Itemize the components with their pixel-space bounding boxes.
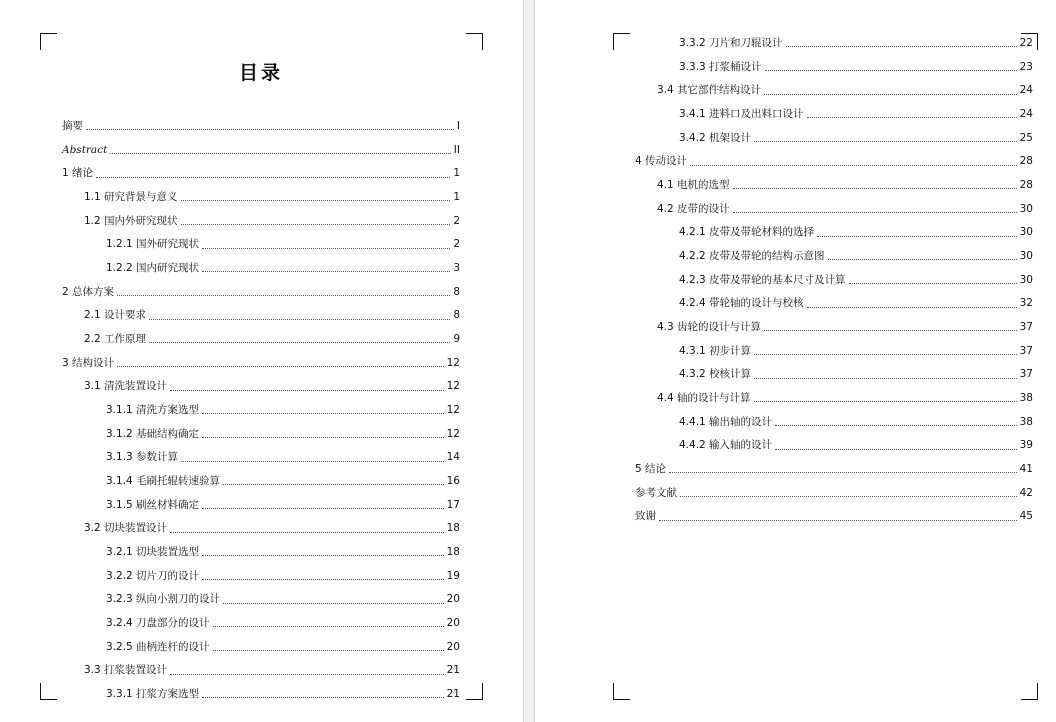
toc-entry-page-number: 16 — [446, 475, 460, 488]
toc-entry[interactable] — [62, 143, 460, 157]
toc-entry-label: 2.1 设计要求 — [84, 309, 147, 322]
toc-leader-dots — [733, 187, 1017, 189]
toc-entry-label: 3.3.3 打浆桶设计 — [679, 60, 762, 73]
toc-leader-dots — [786, 45, 1017, 47]
toc-leader-dots — [181, 460, 444, 462]
crop-mark-bottom-right — [466, 683, 483, 700]
toc-leader-dots — [754, 140, 1017, 142]
toc-entry-page-number: 28 — [1019, 179, 1033, 192]
toc-entry-label: 1.1 研究背景与意义 — [84, 191, 178, 204]
toc-entry-page-number: 38 — [1019, 415, 1033, 428]
page-left — [0, 0, 523, 722]
toc-entry-page-number: 1 — [453, 167, 460, 180]
toc-entry-label: 4.2.4 带轮轴的设计与校核 — [679, 297, 804, 310]
toc-entry-page-number: 38 — [1019, 392, 1033, 405]
toc-entry-label: 2 总体方案 — [62, 285, 115, 298]
toc-entry-label: 1.2 国内外研究现状 — [84, 214, 178, 227]
toc-entry-label: 摘要 — [62, 120, 83, 132]
toc-entry-page-number: 2 — [453, 214, 460, 227]
toc-entry-label: 4.4 轴的设计与计算 — [657, 392, 751, 405]
toc-entry-page-number: 2 — [453, 238, 460, 251]
toc-entry[interactable] — [679, 438, 1033, 452]
toc-leader-dots — [110, 152, 451, 154]
toc-entry-label: 3.1 清洗装置设计 — [84, 380, 168, 393]
toc-leader-dots — [170, 531, 444, 533]
toc-entry-page-number: 37 — [1019, 368, 1033, 381]
toc-entry-label: 4.2.2 皮带及带轮的结构示意图 — [679, 250, 825, 263]
toc-entry-label: 5 结论 — [635, 463, 667, 476]
toc-leader-dots — [775, 424, 1017, 426]
toc-entry-label: Abstract — [62, 143, 108, 156]
toc-entry-label: 2.2 工作原理 — [84, 333, 147, 346]
toc-entry-label: 3.2.3 纵向小割刀的设计 — [106, 593, 221, 606]
toc-entry-label: 1.2.2 国内研究现状 — [106, 262, 200, 275]
toc-entry-page-number: 19 — [446, 569, 460, 582]
toc-entry[interactable] — [679, 296, 1033, 310]
toc-entry-page-number: II — [453, 143, 460, 156]
toc-entry-label: 4 传动设计 — [635, 155, 688, 168]
toc-entry-page-number: 12 — [446, 404, 460, 417]
toc-entry[interactable] — [84, 663, 460, 677]
toc-entry[interactable] — [635, 509, 1033, 523]
toc-leader-dots — [86, 128, 454, 130]
toc-entry[interactable] — [635, 154, 1033, 168]
toc-leader-dots — [764, 93, 1017, 95]
toc-entry[interactable] — [62, 166, 460, 180]
toc-entry-page-number: 23 — [1019, 60, 1033, 73]
toc-entry-label: 4.4.1 输出轴的设计 — [679, 415, 773, 428]
crop-mark-bottom-left — [613, 683, 630, 700]
toc-entry[interactable] — [84, 521, 460, 535]
toc-entry-page-number: 22 — [1019, 37, 1033, 49]
toc-entry-page-number: 14 — [446, 451, 460, 464]
toc-entry[interactable] — [84, 308, 460, 322]
toc-entry-label: 3.2.1 切块装置选型 — [106, 546, 200, 559]
toc-entry[interactable] — [679, 60, 1033, 74]
toc-leader-dots — [764, 329, 1017, 331]
toc-entry[interactable] — [106, 687, 460, 701]
toc-leader-dots — [202, 436, 444, 438]
toc-leader-dots — [775, 448, 1017, 450]
toc-entry-page-number: 9 — [453, 333, 460, 346]
toc-entry-page-number: 12 — [446, 380, 460, 393]
toc-entry-page-number: 45 — [1019, 510, 1033, 523]
toc-entry-label: 4.3.2 校核计算 — [679, 368, 752, 381]
toc-leader-dots — [213, 625, 444, 627]
toc-entry-page-number: 30 — [1019, 250, 1033, 263]
toc-entry-label: 3.1.1 清洗方案选型 — [106, 404, 200, 417]
toc-entry-page-number: 32 — [1019, 297, 1033, 310]
toc-entry-page-number: 17 — [446, 498, 460, 511]
toc-entry-label: 3.1.4 毛刷托辊转速验算 — [106, 475, 221, 488]
toc-entry-page-number: 12 — [446, 356, 460, 369]
toc-leader-dots — [202, 554, 444, 556]
toc-leader-dots — [754, 400, 1017, 402]
toc-entry-label: 3.2 切块装置设计 — [84, 522, 168, 535]
toc-entry-page-number: 25 — [1019, 131, 1033, 144]
toc-entry[interactable] — [657, 320, 1033, 334]
crop-mark-top-left — [40, 33, 57, 50]
toc-entry-page-number: 30 — [1019, 226, 1033, 239]
toc-entry-page-number: 30 — [1019, 202, 1033, 215]
toc-entry-page-number: 24 — [1019, 108, 1033, 121]
toc-entry-label: 4.3.1 初步计算 — [679, 344, 752, 357]
toc-leader-dots — [202, 270, 450, 272]
toc-leader-dots — [181, 199, 451, 201]
toc-entry[interactable] — [106, 498, 460, 512]
toc-entry-page-number: 28 — [1019, 155, 1033, 168]
toc-right-column — [635, 36, 1033, 533]
toc-leader-dots — [659, 519, 1017, 521]
toc-leader-dots — [213, 649, 444, 651]
toc-leader-dots — [765, 69, 1017, 71]
toc-entry-label: 参考文献 — [635, 486, 677, 499]
toc-entry[interactable] — [106, 545, 460, 559]
toc-entry-label: 3.1.3 参数计算 — [106, 451, 179, 464]
toc-leader-dots — [680, 495, 1017, 497]
toc-leader-dots — [223, 602, 444, 604]
toc-entry-page-number: 37 — [1019, 321, 1033, 334]
toc-entry-page-number: 39 — [1019, 439, 1033, 452]
toc-entry-page-number: 21 — [446, 688, 460, 701]
toc-leader-dots — [170, 389, 444, 391]
toc-leader-dots — [828, 258, 1017, 260]
toc-list-right — [635, 36, 1033, 524]
toc-entry-page-number: 41 — [1019, 463, 1033, 476]
toc-entry[interactable] — [106, 237, 460, 251]
toc-leader-dots — [202, 578, 444, 580]
toc-list-left — [62, 119, 460, 701]
toc-leader-dots — [117, 365, 444, 367]
toc-entry-label: 3.3.2 刀片和刀辊设计 — [679, 37, 783, 49]
toc-entry[interactable] — [657, 83, 1033, 97]
toc-entry[interactable] — [106, 474, 460, 488]
toc-leader-dots — [733, 211, 1017, 213]
toc-entry[interactable] — [106, 592, 460, 606]
toc-entry[interactable] — [106, 450, 460, 464]
toc-leader-dots — [202, 696, 444, 698]
toc-entry[interactable] — [62, 119, 460, 133]
toc-entry-page-number: 37 — [1019, 344, 1033, 357]
toc-entry[interactable] — [657, 202, 1033, 216]
toc-leader-dots — [849, 282, 1017, 284]
toc-entry-page-number: 30 — [1019, 273, 1033, 286]
toc-entry-label: 4.2 皮带的设计 — [657, 202, 730, 215]
toc-entry-label: 4.1 电机的选型 — [657, 179, 730, 192]
toc-entry[interactable] — [635, 486, 1033, 500]
toc-entry[interactable] — [106, 261, 460, 275]
toc-leader-dots — [669, 471, 1017, 473]
toc-entry-label: 3.1.5 刷丝材料确定 — [106, 498, 200, 511]
toc-entry[interactable] — [679, 107, 1033, 121]
toc-entry-label: 3.3 打浆装置设计 — [84, 664, 168, 677]
toc-entry-page-number: 18 — [446, 546, 460, 559]
toc-entry-label: 致谢 — [635, 510, 656, 523]
toc-entry[interactable] — [106, 403, 460, 417]
toc-leader-dots — [754, 353, 1017, 355]
toc-leader-dots — [149, 341, 450, 343]
toc-entry-label: 1 绪论 — [62, 167, 94, 180]
crop-mark-top-left — [613, 33, 630, 50]
toc-entry-label: 4.2.1 皮带及带轮材料的选择 — [679, 226, 815, 239]
toc-entry-page-number: 20 — [446, 640, 460, 653]
toc-entry[interactable] — [106, 640, 460, 654]
toc-entry[interactable] — [62, 285, 460, 299]
toc-leader-dots — [170, 673, 444, 675]
toc-entry-label: 4.3 齿轮的设计与计算 — [657, 321, 762, 334]
toc-entry[interactable] — [679, 415, 1033, 429]
page-title: 目录 — [238, 62, 283, 84]
toc-entry-page-number: 21 — [446, 664, 460, 677]
toc-entry[interactable] — [679, 367, 1033, 381]
toc-entry[interactable] — [84, 214, 460, 228]
toc-leader-dots — [149, 318, 450, 320]
toc-entry-label: 3.4.2 机架设计 — [679, 131, 752, 144]
page-gutter — [523, 0, 535, 722]
toc-entry-label: 3.1.2 基础结构确定 — [106, 427, 200, 440]
toc-leader-dots — [202, 412, 444, 414]
crop-mark-bottom-left — [40, 683, 57, 700]
toc-entry-page-number: 20 — [446, 617, 460, 630]
toc-entry-page-number: 24 — [1019, 84, 1033, 97]
toc-entry-label: 3.4 其它部件结构设计 — [657, 84, 762, 97]
toc-entry[interactable] — [679, 225, 1033, 239]
toc-entry-page-number: 42 — [1019, 486, 1033, 499]
toc-left-column — [62, 58, 460, 711]
toc-leader-dots — [807, 116, 1017, 118]
toc-entry[interactable] — [106, 569, 460, 583]
toc-leader-dots — [817, 235, 1017, 237]
toc-leader-dots — [807, 306, 1017, 308]
toc-entry[interactable] — [106, 616, 460, 630]
toc-leader-dots — [96, 176, 450, 178]
toc-entry-label: 4.2.3 皮带及带轮的基本尺寸及计算 — [679, 273, 846, 286]
toc-entry[interactable] — [679, 344, 1033, 358]
toc-entry[interactable] — [679, 273, 1033, 287]
toc-entry-page-number: 1 — [453, 191, 460, 204]
toc-entry-label: 3.2.4 刀盘部分的设计 — [106, 617, 210, 630]
toc-leader-dots — [117, 294, 450, 296]
toc-entry-page-number: 8 — [453, 309, 460, 322]
toc-entry-page-number: 3 — [453, 262, 460, 275]
toc-entry-label: 3.4.1 进料口及出料口设计 — [679, 108, 804, 121]
toc-entry-label: 4.4.2 输入轴的设计 — [679, 439, 773, 452]
toc-entry-label: 3.2.5 曲柄连杆的设计 — [106, 640, 210, 653]
toc-entry[interactable] — [84, 190, 460, 204]
toc-entry[interactable] — [679, 131, 1033, 145]
toc-entry[interactable] — [657, 391, 1033, 405]
toc-leader-dots — [223, 483, 444, 485]
toc-entry[interactable] — [635, 462, 1033, 476]
toc-entry-page-number: 18 — [446, 522, 460, 535]
toc-entry-page-number: 12 — [446, 427, 460, 440]
toc-leader-dots — [181, 223, 451, 225]
toc-entry[interactable] — [657, 178, 1033, 192]
toc-leader-dots — [754, 377, 1017, 379]
toc-entry[interactable] — [679, 36, 1033, 50]
page-right — [535, 0, 1056, 722]
toc-entry-label: 1.2.1 国外研究现状 — [106, 238, 200, 251]
toc-leader-dots — [202, 247, 450, 249]
toc-entry[interactable] — [62, 356, 460, 370]
toc-entry-page-number: I — [456, 120, 460, 132]
toc-entry[interactable] — [106, 427, 460, 441]
crop-mark-top-right — [466, 33, 483, 50]
toc-entry-label: 3.3.1 打浆方案选型 — [106, 688, 200, 701]
toc-entry[interactable] — [84, 379, 460, 393]
toc-entry[interactable] — [84, 332, 460, 346]
toc-leader-dots — [690, 164, 1017, 166]
toc-leader-dots — [202, 507, 444, 509]
toc-entry-label: 3 结构设计 — [62, 356, 115, 369]
toc-entry-page-number: 8 — [453, 285, 460, 298]
toc-entry[interactable] — [679, 249, 1033, 263]
toc-entry-label: 3.2.2 切片刀的设计 — [106, 569, 200, 582]
crop-mark-bottom-right — [1021, 683, 1038, 700]
toc-entry-page-number: 20 — [446, 593, 460, 606]
